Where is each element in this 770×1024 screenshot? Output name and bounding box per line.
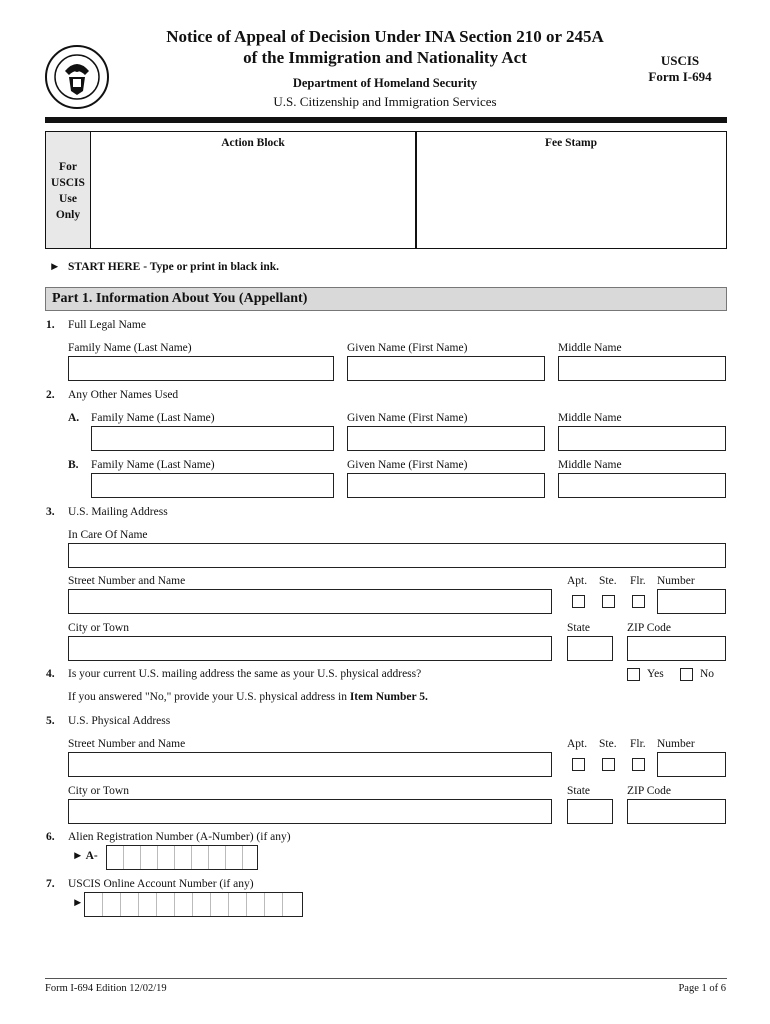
- item3-in-care-of-input[interactable]: [68, 543, 726, 568]
- item3-number: 3.: [46, 506, 55, 518]
- item2b-given-name-input[interactable]: [347, 473, 545, 498]
- item2a-given-name-label: Given Name (First Name): [347, 412, 468, 424]
- item7-label: USCIS Online Account Number (if any): [68, 878, 254, 890]
- uscis-use-only-sidebar: [46, 132, 91, 248]
- item3-city-label: City or Town: [68, 622, 129, 634]
- item4-note: [68, 691, 428, 703]
- item6-number: 6.: [46, 831, 55, 843]
- item2a-family-name-input[interactable]: [91, 426, 334, 451]
- item3-flr-label: Flr.: [630, 575, 646, 587]
- side-label-use: Use: [59, 193, 77, 205]
- item2a-given-name-input[interactable]: [347, 426, 545, 451]
- item4-no-label: No: [700, 668, 715, 680]
- item2b-middle-name-label: Middle Name: [558, 459, 622, 471]
- item4-note-text: If you answered "No," provide your U.S. physical address in: [68, 691, 350, 703]
- agency-name: U.S. Citizenship and Immigration Services: [273, 94, 497, 109]
- footer-page-number: Page 1 of 6: [678, 983, 726, 994]
- item5-flr-checkbox[interactable]: [632, 758, 645, 771]
- side-label-uscis: USCIS: [51, 177, 85, 189]
- side-label-only: Only: [55, 209, 81, 221]
- item1-middle-name-input[interactable]: [558, 356, 726, 381]
- item3-flr-checkbox[interactable]: [632, 595, 645, 608]
- item2-number: 2.: [46, 389, 55, 401]
- item5-flr-label: Flr.: [630, 738, 646, 750]
- item2a-middle-name-label: Middle Name: [558, 412, 622, 424]
- uscis-online-account-input[interactable]: [84, 892, 303, 917]
- item3-state-select[interactable]: [567, 636, 613, 661]
- item4-question: Is your current U.S. mailing address the same as your U.S. physical address?: [68, 668, 422, 680]
- a-number-digit-cells: [107, 846, 257, 869]
- item3-street-label: Street Number and Name: [68, 575, 186, 587]
- admin-divider: [415, 132, 417, 248]
- item5-street-input[interactable]: [68, 752, 552, 777]
- item5-label: U.S. Physical Address: [68, 715, 171, 727]
- item3-label: U.S. Mailing Address: [68, 506, 168, 518]
- item3-state-label: State: [567, 622, 590, 634]
- department-name: Department of Homeland Security: [292, 76, 478, 90]
- item5-state-select[interactable]: [567, 799, 613, 824]
- header-rule: [45, 117, 727, 123]
- item5-zip-input[interactable]: [627, 799, 726, 824]
- item5-city-input[interactable]: [68, 799, 552, 824]
- item7-arrow-prefix: ►: [72, 897, 84, 909]
- item4-note-ref: Item Number 5.: [349, 691, 428, 703]
- item3-zip-input[interactable]: [627, 636, 726, 661]
- item1-middle-name-label: Middle Name: [558, 342, 622, 354]
- form-title-line1: Notice of Appeal of Decision Under INA Section 210 or 245A: [166, 27, 604, 46]
- agency-short: USCIS: [660, 53, 700, 68]
- start-arrow-icon: ►: [49, 261, 61, 273]
- account-number-digit-cells: [85, 893, 302, 916]
- item4-no-checkbox[interactable]: [680, 668, 693, 681]
- item7-number: 7.: [46, 878, 55, 890]
- item5-unit-number-input[interactable]: [657, 752, 726, 777]
- part1-header: Part 1. Information About You (Appellant): [45, 287, 727, 311]
- item3-apt-label: Apt.: [567, 575, 588, 587]
- item6-label: Alien Registration Number (A-Number) (if any): [68, 831, 291, 843]
- item5-number-label: Number: [657, 738, 695, 750]
- item4-yes-label: Yes: [647, 668, 664, 680]
- item3-apt-checkbox[interactable]: [572, 595, 585, 608]
- item2b-family-name-input[interactable]: [91, 473, 334, 498]
- item2b-middle-name-input[interactable]: [558, 473, 726, 498]
- item3-city-input[interactable]: [68, 636, 552, 661]
- item1-family-name-input[interactable]: [68, 356, 334, 381]
- item5-ste-label: Ste.: [599, 738, 617, 750]
- item1-label: Full Legal Name: [68, 319, 146, 331]
- start-here-instruction: START HERE - Type or print in black ink.: [68, 261, 280, 273]
- side-label-for: For: [59, 161, 77, 173]
- item4-yes-checkbox[interactable]: [627, 668, 640, 681]
- item2a-letter: A.: [68, 412, 80, 424]
- item5-state-label: State: [567, 785, 590, 797]
- item2a-middle-name-input[interactable]: [558, 426, 726, 451]
- item5-street-label: Street Number and Name: [68, 738, 186, 750]
- item5-city-label: City or Town: [68, 785, 129, 797]
- fee-stamp-label: Fee Stamp: [544, 137, 598, 149]
- item5-apt-label: Apt.: [567, 738, 588, 750]
- item1-family-name-label: Family Name (Last Name): [68, 342, 192, 354]
- item1-number: 1.: [46, 319, 55, 331]
- dhs-seal-logo: [45, 45, 109, 109]
- a-number-input[interactable]: [106, 845, 258, 870]
- item3-in-care-of-label: In Care Of Name: [68, 529, 148, 541]
- item3-ste-checkbox[interactable]: [602, 595, 615, 608]
- item2b-letter: B.: [68, 459, 79, 471]
- form-number: Form I-694: [648, 69, 712, 84]
- action-block-label: Action Block: [221, 137, 285, 149]
- footer-rule: [45, 978, 727, 979]
- item3-number-label: Number: [657, 575, 695, 587]
- item3-street-input[interactable]: [68, 589, 552, 614]
- item4-number: 4.: [46, 668, 55, 680]
- item3-zip-label: ZIP Code: [627, 622, 671, 634]
- item2b-given-name-label: Given Name (First Name): [347, 459, 468, 471]
- item5-zip-label: ZIP Code: [627, 785, 671, 797]
- item1-given-name-input[interactable]: [347, 356, 545, 381]
- item5-apt-checkbox[interactable]: [572, 758, 585, 771]
- item2a-family-name-label: Family Name (Last Name): [91, 412, 215, 424]
- footer-form-edition: Form I-694 Edition 12/02/19: [45, 983, 167, 994]
- item2b-family-name-label: Family Name (Last Name): [91, 459, 215, 471]
- item2-label: Any Other Names Used: [68, 389, 179, 401]
- item1-given-name-label: Given Name (First Name): [347, 342, 468, 354]
- item5-number: 5.: [46, 715, 55, 727]
- item5-ste-checkbox[interactable]: [602, 758, 615, 771]
- form-title-line2: of the Immigration and Nationality Act: [243, 48, 527, 67]
- item3-unit-number-input[interactable]: [657, 589, 726, 614]
- item3-ste-label: Ste.: [599, 575, 617, 587]
- item6-a-prefix: ► A-: [72, 850, 98, 862]
